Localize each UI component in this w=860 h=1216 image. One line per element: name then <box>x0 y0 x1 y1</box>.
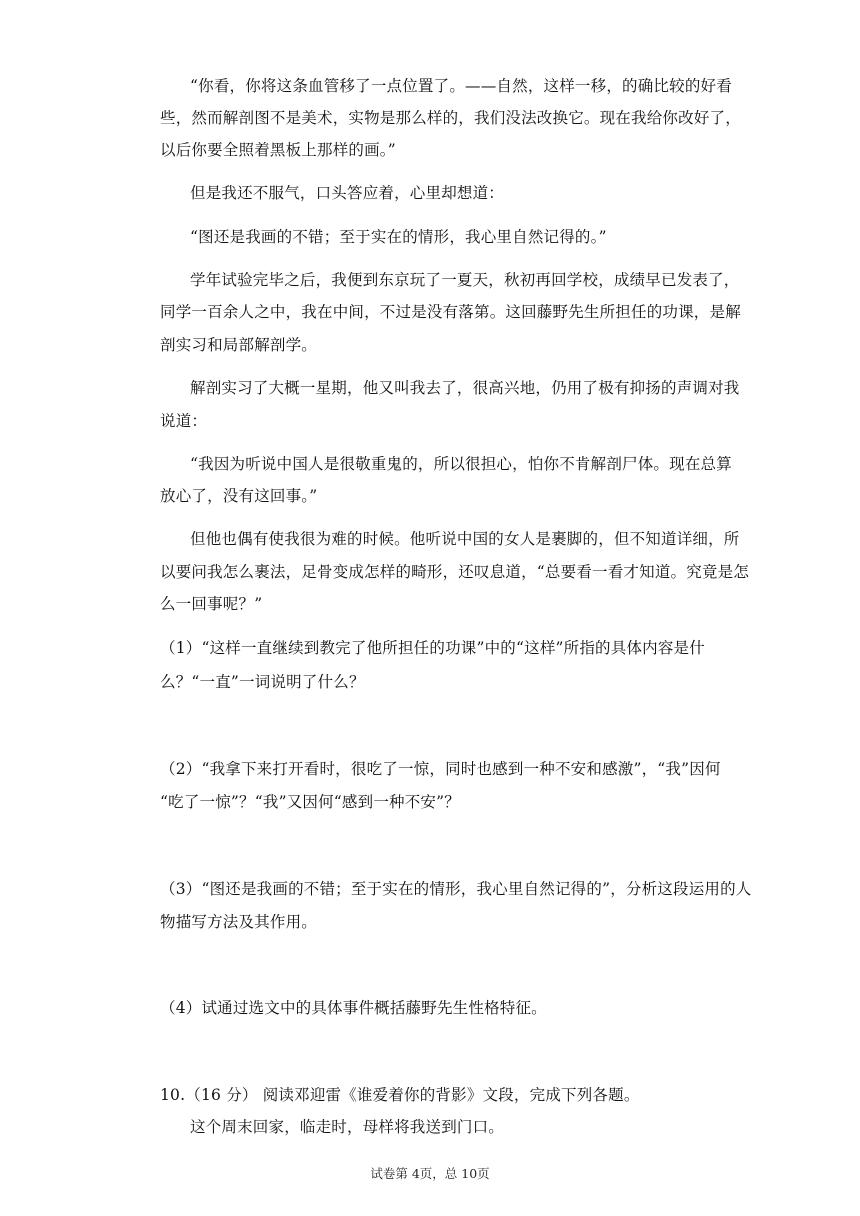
passage-line: 说道： <box>160 412 208 430</box>
question-2-cont: “吃了一惊”？“我”又因何“感到一种不安”？ <box>160 793 460 811</box>
passage-line: 但他也偶有使我很为难的时候。他听说中国的女人是裹脚的，但不知道详细，所 <box>190 530 740 548</box>
passage-line: 学年试验完毕之后，我便到东京玩了一夏天，秋初再回学校，成绩早已发表了， <box>190 271 740 289</box>
passage-line: 么一回事呢？” <box>160 595 263 613</box>
passage-line: 解剖实习了大概一星期，他又叫我去了，很高兴地，仍用了极有抑扬的声调对我 <box>190 379 740 397</box>
passage-line: 放心了，没有这回事。” <box>160 487 318 505</box>
question-4: （4）试通过选文中的具体事件概括藤野先生性格特征。 <box>160 999 547 1017</box>
passage-line: 但是我还不服气，口头答应着，心里却想道： <box>190 184 505 202</box>
passage-line: 以要问我怎么裹法，足骨变成怎样的畸形，还叹息道，“总要看一看才知道。究竟是怎 <box>160 563 750 581</box>
passage-line: 同学一百余人之中，我在中间，不过是没有落第。这回藤野先生所担任的功课，是解 <box>160 303 741 321</box>
section-10-heading: 10.（16 分） 阅读邓迎雷《谁爱着你的背影》文段，完成下列各题。 <box>160 1086 640 1104</box>
question-3: （3）“图还是我画的不错；至于实在的情形，我心里自然记得的”，分析这段运用的人 <box>160 880 752 898</box>
passage-line: 剖实习和局部解剖学。 <box>160 336 318 354</box>
passage-line: 以后你要全照着黑板上那样的画。” <box>160 141 396 159</box>
question-1-cont: 么？“一直”一词说明了什么？ <box>160 673 365 691</box>
question-1: （1）“这样一直继续到教完了他所担任的功课”中的“这样”所指的具体内容是什 <box>160 639 705 657</box>
passage-line: 些，然而解剖图不是美术，实物是那么样的，我们没法改换它。现在我给你改好了， <box>160 109 741 127</box>
section-10-first-line: 这个周末回家，临走时，母样将我送到门口。 <box>190 1118 505 1136</box>
page-footer: 试卷第 4页，总 10页 <box>370 1166 490 1181</box>
passage-line: “你看，你将这条血管移了一点位置了。——自然，这样一移，的确比较的好看 <box>190 77 732 95</box>
passage-line: “我因为听说中国人是很敬重鬼的，所以很担心，怕你不肯解剖尸体。现在总算 <box>190 455 732 473</box>
question-2: （2）“我拿下来打开看时，很吃了一惊，同时也感到一种不安和感激”，“我”因何 <box>160 760 721 778</box>
passage-line: “图还是我画的不错；至于实在的情形，我心里自然记得的。” <box>190 228 607 246</box>
question-3-cont: 物描写方法及其作用。 <box>160 913 318 931</box>
